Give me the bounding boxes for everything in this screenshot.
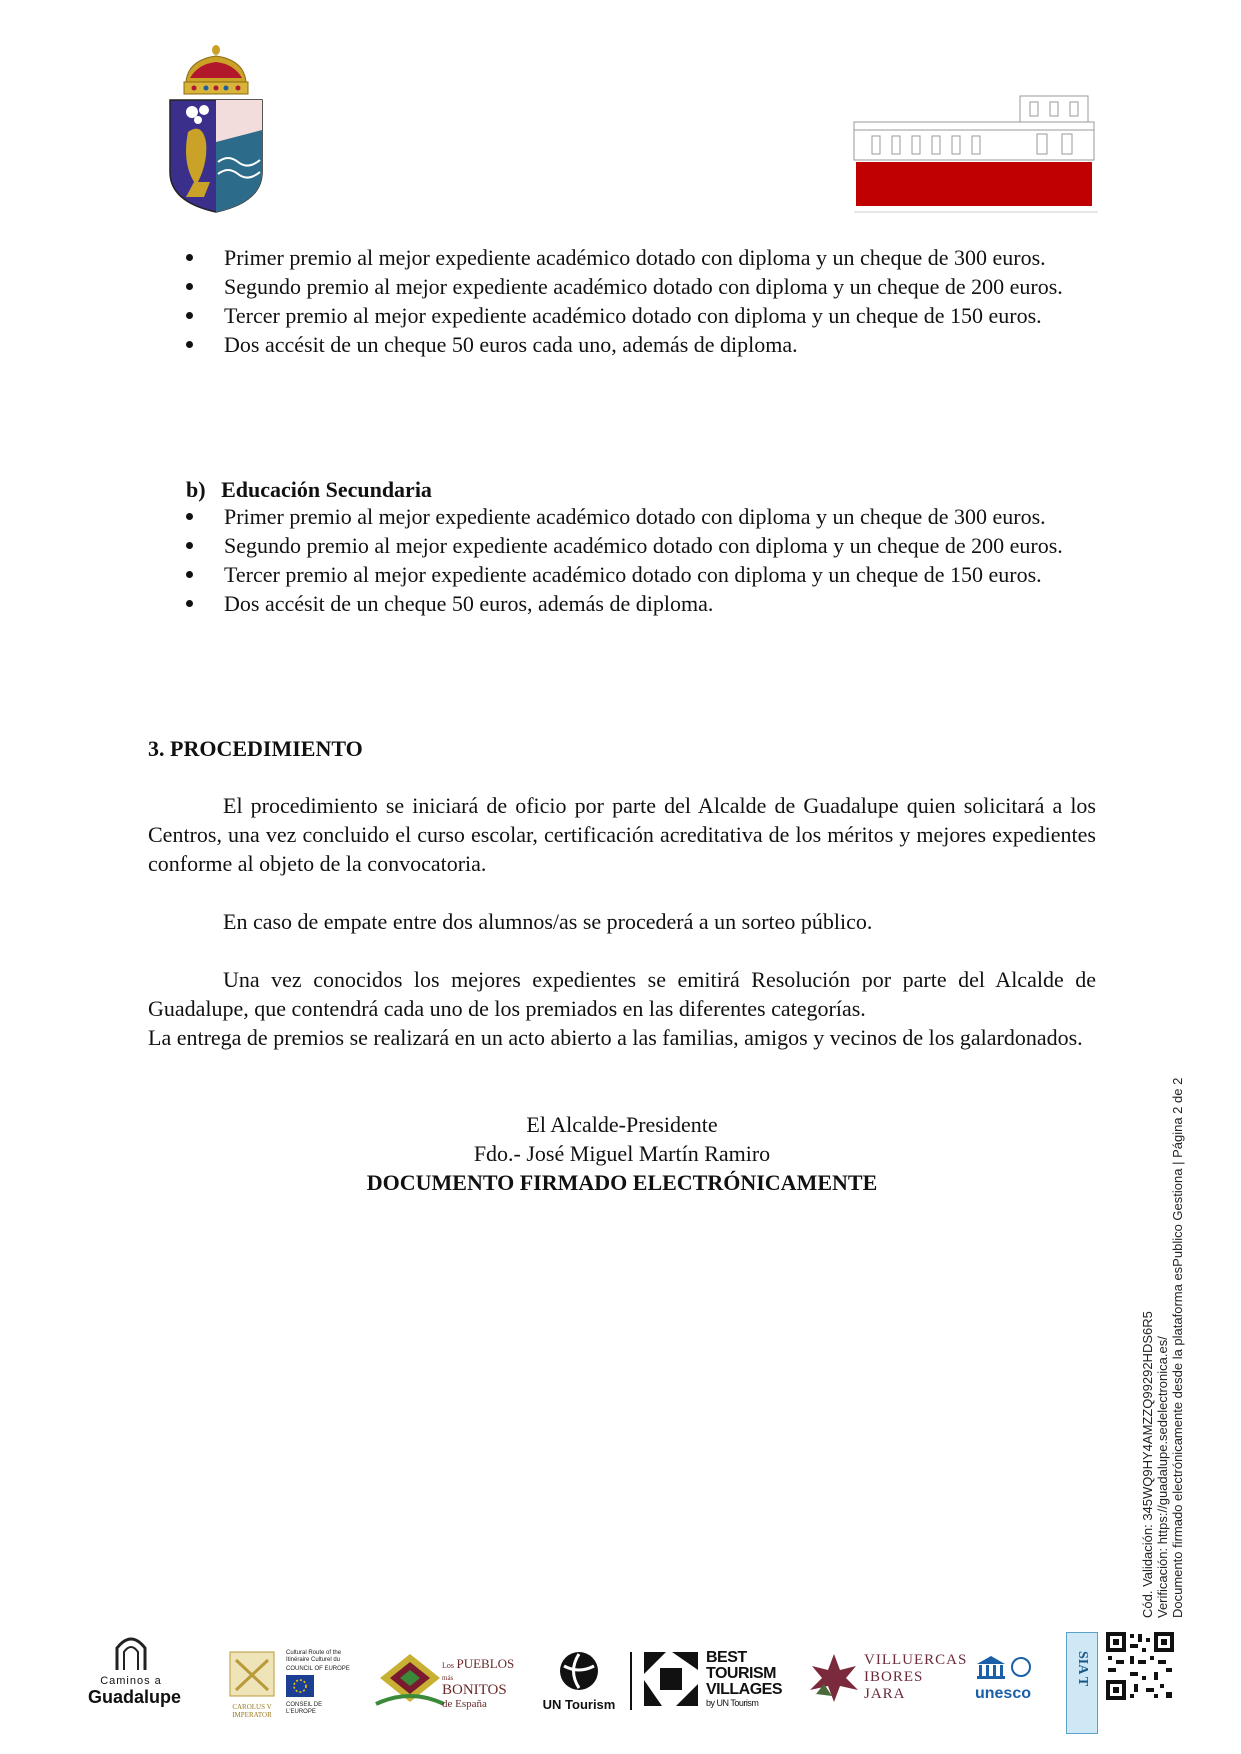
verification-side-text [1140,1078,1185,1618]
list-item-text: Segundo premio al mejor expediente académico dotado con diploma y un cheque de 200 euros. [224,274,1063,299]
list-item-text: Primer premio al mejor expediente académico dotado con diploma y un cheque de 300 euros. [224,245,1046,270]
unesco-label: unesco [974,1685,1031,1702]
pueblos-text [442,1658,518,1711]
list-item-text: Dos accésit de un cheque 50 euros, además de diploma. [224,591,714,616]
signature-role: El Alcalde-Presidente [526,1112,718,1137]
pueblos-word: PUEBLOS [456,1656,515,1671]
pueblos-bonitos: BONITOS [442,1682,507,1698]
verification-url[interactable]: Verificación: https://guadalupe.sedelectronica.es/ [1155,1336,1170,1618]
secundaria-heading [186,475,432,504]
siat-stamp [1066,1632,1098,1734]
eu-stars-icon [286,1675,314,1697]
list-item [186,330,1096,359]
platform-note: Documento firmado electrónicamente desde la plataforma esPublico Gestiona | Página 2 de 2 [1170,1077,1185,1618]
best-tourism-villages-logo [642,1650,812,1720]
pueblos-los: Los [442,1661,454,1670]
leaf-icon [806,1650,862,1706]
unesco-temple-icon [971,1654,1035,1680]
council-name-en: COUNCIL OF EUROPE [286,1666,350,1672]
btv-line-2: TOURISM [706,1665,776,1682]
arch-icon [111,1630,151,1670]
signature-note: DOCUMENTO FIRMADO ELECTRÓNICAMENTE [366,1170,878,1195]
list-item [186,560,1096,589]
list-item-text: Tercer premio al mejor expediente académico dotado con diploma y un cheque de 150 euros. [224,562,1042,587]
carolus-logo [228,1650,276,1720]
council-route-text: Cultural Route of the Itinéraire Culturel du [286,1650,342,1663]
bullet-icon [186,254,193,261]
list-item [186,531,1096,560]
secundaria-prizes-list [186,502,1096,618]
un-tourism-label: UN Tourism [542,1697,616,1712]
council-of-europe-logo [286,1650,350,1720]
validation-code: Cód. Validación: 345WQ9HY4AMZZQ99292HDS6R5 [1140,1311,1155,1618]
logo-divider [630,1652,632,1710]
btv-line-4: by UN Tourism [706,1698,759,1708]
caminos-line-2: Guadalupe [88,1687,182,1707]
procedimiento-paragraph-4: La entrega de premios se realizará en un acto abierto a las familias, amigos y vecinos de los galardonados. [148,1025,1083,1050]
bullet-icon [186,600,193,607]
pueblos-bonitos-logo [374,1648,518,1720]
primaria-prizes-list [186,243,1096,359]
bullet-icon [186,513,193,520]
procedimiento-paragraph-2: En caso de empate entre dos alumnos/as se procederá a un sorteo público. [223,909,873,934]
building-logo [852,94,1098,214]
villuercas-line-1: VILLUERCAS [864,1652,968,1668]
un-tourism-logo [538,1650,620,1720]
caminos-line-1: Caminos a [100,1675,162,1687]
btv-line-1: BEST [706,1649,747,1666]
carolus-label: CAROLUS V IMPERATOR [232,1703,272,1719]
siat-label: SIA T [1075,1651,1090,1687]
bullet-icon [186,312,193,319]
villages-mosaic-icon [642,1650,700,1708]
list-item-text: Segundo premio al mejor expediente académico dotado con diploma y un cheque de 200 euros. [224,533,1063,558]
unesco-logo [966,1654,1040,1718]
bullet-icon [186,283,193,290]
villuercas-logo [806,1650,968,1720]
bullet-icon [186,341,193,348]
list-item-text: Tercer premio al mejor expediente académico dotado con diploma y un cheque de 150 euros. [224,303,1042,328]
signature-name: Fdo.- José Miguel Martín Ramiro [473,1141,771,1166]
villuercas-line-3: JARA [864,1686,906,1702]
procedimiento-paragraph-3: Una vez conocidos los mejores expedientes se emitirá Resolución por parte del Alcalde de Guadalupe, que contendrá cada uno de los premiados en las diferentes categorías. [148,967,1096,1021]
btv-line-3: VILLAGES [706,1681,783,1698]
caminos-guadalupe-logo [88,1630,182,1720]
procedimiento-paragraph-1: El procedimiento se iniciará de oficio por parte del Alcalde de Guadalupe quien solicitará a los Centros, una vez concluido el curso escolar, certificación acreditativa de los méritos y mejores expedientes conforme al objeto de la convocatoria. [148,793,1096,876]
list-item [186,243,1096,272]
section-marker: b) [186,477,206,502]
qr-code[interactable] [1104,1630,1176,1702]
section-title: Educación Secundaria [221,477,432,502]
list-item [186,301,1096,330]
footer-logos [0,1620,1241,1740]
list-item [186,589,1096,618]
un-tourism-icon [558,1650,600,1692]
list-item [186,502,1096,531]
list-item-text: Primer premio al mejor expediente académico dotado con diploma y un cheque de 300 euros. [224,504,1046,529]
council-name-fr: CONSEIL DE L'EUROPE [286,1702,323,1715]
procedimiento-heading: 3. PROCEDIMIENTO [148,736,363,761]
pueblos-espana: de España [442,1698,487,1710]
bullet-icon [186,571,193,578]
pueblos-mas: más [442,1674,454,1682]
villuercas-line-2: IBORES [864,1669,924,1685]
coat-of-arms-logo [168,42,264,214]
bullet-icon [186,542,193,549]
list-item-text: Dos accésit de un cheque 50 euros cada uno, además de diploma. [224,332,798,357]
list-item [186,272,1096,301]
